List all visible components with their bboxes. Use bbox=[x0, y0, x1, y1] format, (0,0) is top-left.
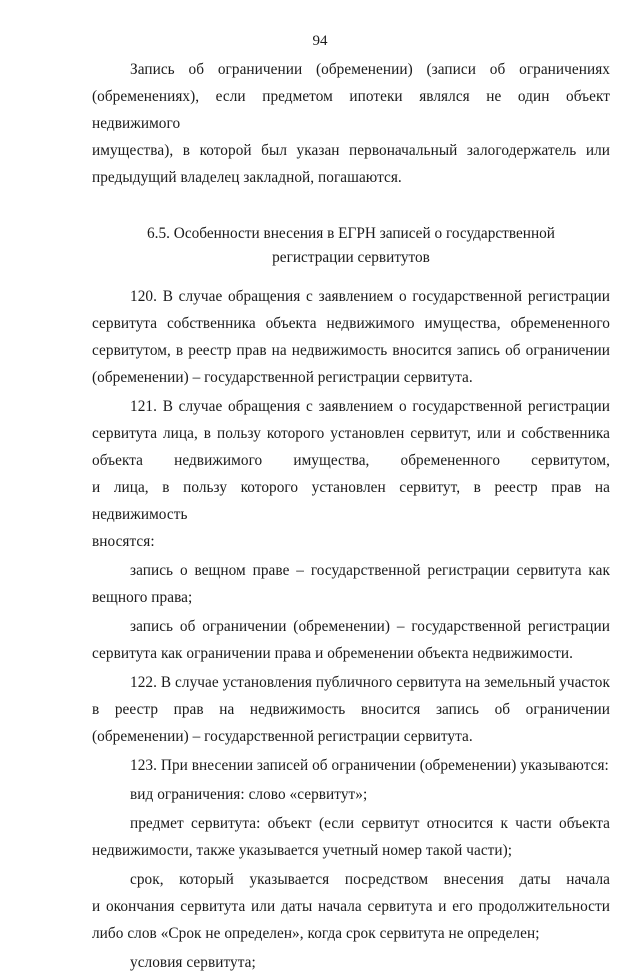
text-line: 120. В случае обращения с заявлением о государственной регистрации bbox=[130, 288, 610, 305]
text-line: вид ограничения: слово «сервитут»; bbox=[130, 786, 368, 803]
text-line: запись об ограничении (обременении) – государственной регистрации bbox=[130, 618, 610, 635]
text-line: сервитутом, в реестр прав на недвижимость вносится запись об ограничении bbox=[92, 342, 610, 359]
heading-line: регистрации сервитутов bbox=[272, 249, 430, 266]
text-line: в реестр прав на недвижимость вносится запись об ограничении bbox=[92, 701, 610, 718]
paragraph-120 bbox=[92, 283, 610, 391]
page-number: 94 bbox=[312, 33, 328, 49]
paragraph-123-item-term bbox=[92, 866, 610, 947]
text-line: объекта недвижимого имущества, обремененного сервитутом, bbox=[92, 452, 610, 469]
text-line: сервитута лица, в пользу которого установлен сервитут, или и собственника bbox=[92, 425, 610, 442]
text-line: вносятся: bbox=[92, 533, 155, 550]
paragraph-123 bbox=[92, 752, 610, 779]
text-line: и окончания сервитута или даты начала сервитута и его продолжительности bbox=[92, 898, 610, 915]
document-body bbox=[92, 56, 610, 978]
text-line: 123. При внесении записей об ограничении (обременении) указываются: bbox=[130, 757, 609, 774]
text-line: 121. В случае обращения с заявлением о государственной регистрации bbox=[130, 398, 610, 415]
paragraph-121 bbox=[92, 393, 610, 555]
text-line: и лица, в пользу которого установлен сервитут, в реестр прав на недвижимость bbox=[92, 479, 610, 523]
section-heading bbox=[92, 222, 610, 270]
text-line: сервитута собственника объекта недвижимого имущества, обремененного bbox=[92, 315, 610, 332]
paragraph-121-item-1 bbox=[92, 557, 610, 611]
text-line: либо слов «Срок не определен», когда срок сервитута не определен; bbox=[92, 925, 540, 942]
text-line: предыдущий владелец закладной, погашаются. bbox=[92, 169, 402, 186]
text-line: сервитута как ограничении права и обременении объекта недвижимости. bbox=[92, 645, 573, 662]
heading-line: 6.5. Особенности внесения в ЕГРН записей о государственной bbox=[147, 225, 555, 242]
text-line: недвижимости, также указывается учетный номер такой части); bbox=[92, 842, 513, 859]
text-line: (обременениях), если предметом ипотеки являлся не один объект недвижимого bbox=[92, 88, 610, 132]
paragraph-123-item-kind bbox=[92, 781, 610, 808]
paragraph-123-item-subject bbox=[92, 810, 610, 864]
text-line: 122. В случае установления публичного сервитута на земельный участок bbox=[130, 674, 610, 691]
paragraph-121-item-2 bbox=[92, 613, 610, 667]
paragraph-123-item-conditions bbox=[92, 949, 610, 976]
text-line: запись о вещном праве – государственной регистрации сервитута как bbox=[130, 562, 610, 579]
text-line: срок, который указывается посредством внесения даты начала bbox=[130, 871, 610, 888]
text-line: предмет сервитута: объект (если сервитут относится к части объекта bbox=[130, 815, 610, 832]
text-line: вещного права; bbox=[92, 589, 193, 606]
intro-paragraph bbox=[92, 56, 610, 191]
text-line: (обременении) – государственной регистрации сервитута. bbox=[92, 369, 473, 386]
text-line: условия сервитута; bbox=[130, 954, 256, 971]
text-line: имущества), в которой был указан первоначальный залогодержатель или bbox=[92, 142, 610, 159]
text-line: Запись об ограничении (обременении) (записи об ограничениях bbox=[130, 61, 610, 78]
text-line: (обременении) – государственной регистрации сервитута. bbox=[92, 728, 473, 745]
paragraph-122 bbox=[92, 669, 610, 750]
